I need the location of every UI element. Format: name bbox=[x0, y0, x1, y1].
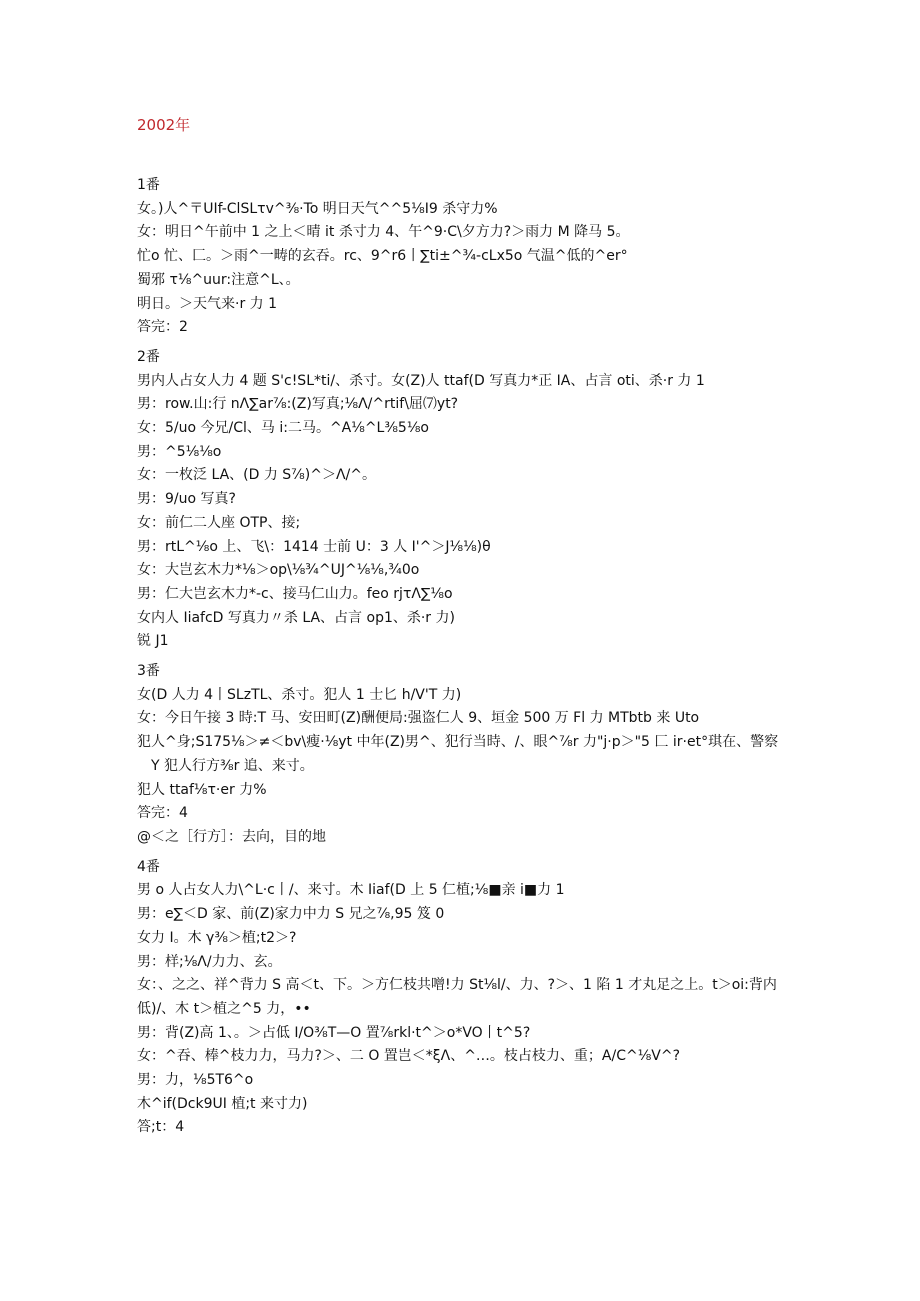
text-line: 忙o 忙、匚。＞雨^一畴的玄吞。rc、9^r6丨∑ti±^¾-cLx5o 气温^低的^er° bbox=[137, 248, 628, 265]
text-line: 女：一枚泛 LA、(D 力 S⅞)^＞Λ/^。 bbox=[137, 467, 376, 484]
text-line: 女。)人^〒UIf-ClSLτv^⅜·To 明日天气^^5⅛I9 杀守力% bbox=[137, 200, 498, 217]
text-line: 蜀邪 τ⅛^uur:注意^L、。 bbox=[137, 271, 300, 288]
text-line: 女：今日午接 3 時:T 马、安田町(Z)酬便局:强盗仁人 9、垣金 500 万 Fl 力 MTbtb 来 Uto bbox=[137, 710, 700, 727]
text-line: 女：、之之、祥^背力 S 高＜t、下。＞方仁枝共噌!力 St⅛l/、力、?＞、1 陷 1 才丸足之上。t＞oi:背内 bbox=[137, 977, 777, 994]
text-line: Y 犯人行方⅜r 追、来寸。 bbox=[151, 757, 314, 774]
text-line: 低)/、木 t＞植之^5 力，•• bbox=[137, 1000, 311, 1017]
text-line: 明日。＞天气来·r 力 1 bbox=[137, 295, 278, 312]
text-line: 锐 J1 bbox=[137, 633, 169, 650]
text-line: 男：仁大岂玄木力*-c、接马仁山力。feo rjτΛ∑⅛o bbox=[137, 585, 453, 602]
text-line: 女(D 人力 4丨SLzTL、杀寸。犯人 1 士匕 h/V'T 力) bbox=[137, 686, 462, 703]
document-year-heading: 2002年 bbox=[137, 116, 191, 134]
text-line: 女：5/uo 今兄/Cl、马 i:二马。^A⅛^L⅜5⅛o bbox=[137, 420, 429, 437]
text-line: 女：前仁二人座 OTP、接; bbox=[137, 514, 301, 531]
text-line: 答完：4 bbox=[137, 805, 188, 822]
text-line: 女：明日^午前中 1 之上＜晴 it 杀寸力 4、午^9·C\夕方力?＞雨力 M 降马 5。 bbox=[137, 224, 630, 241]
text-line: 男：^5⅛⅛o bbox=[137, 443, 222, 460]
text-line: 男：rtL^⅛o 上、飞\：1414 士前 U：3 人 I'^＞J⅛⅛)θ bbox=[137, 538, 491, 555]
section-heading: 3番 bbox=[137, 663, 160, 680]
text-line: 男：背(Z)高 1、。＞占低 I/O⅜T—O 置⅞rkl·t^＞o*VO丨t^5? bbox=[137, 1024, 531, 1041]
text-line: 女：^吞、棒^枝力力，马力?＞、二 O 置岂＜*ξΛ、^…。枝占枝力、重；A/C^⅛V^? bbox=[137, 1048, 681, 1065]
section-heading: 2番 bbox=[137, 348, 160, 365]
text-line: 犯人^身;S175⅛＞≠＜bv\瘦·⅛yt 中年(Z)男^、犯行当時、/、眼^⅞r 力"j·p＞"5 匚 ir·et°琪在、警察 bbox=[137, 734, 779, 751]
text-line: 男 o 人占女人力\^L·c丨/、来寸。木 Iiaf(D 上 5 仁植;⅛■亲 i■力 1 bbox=[137, 882, 565, 899]
text-line: 男：样;⅛Λ/力力、玄。 bbox=[137, 953, 282, 970]
text-line: 木^if(Dck9UI 植;t 来寸力) bbox=[137, 1095, 308, 1112]
text-line: 女力 I。木 γ⅜＞植;t2＞? bbox=[137, 929, 297, 946]
text-line: 男：9/uo 写真? bbox=[137, 491, 236, 508]
document-body bbox=[137, 168, 797, 1140]
text-line: 犯人 ttaf⅛τ·er 力% bbox=[137, 781, 267, 798]
text-line: 女内人 IiafcD 写真力〃杀 LA、占言 op1、杀·r 力) bbox=[137, 609, 455, 626]
text-line: @＜之［行方］：去向，目的地 bbox=[137, 828, 326, 845]
text-line: 男内人占女人力 4 题 S'c!SL*ti/、杀寸。女(Z)人 ttaf(D 写真力*正 IA、占言 oti、杀·r 力 1 bbox=[137, 372, 705, 389]
text-line: 男：e∑＜D 家、前(Z)家力中力 S 兄之⅞,95 笈 0 bbox=[137, 906, 445, 923]
text-line: 女：大岂玄木力*⅛＞op\⅛¾^UJ^⅛⅛,¾0o bbox=[137, 562, 420, 579]
text-line: 答;t：4 bbox=[137, 1119, 185, 1136]
section-heading: 4番 bbox=[137, 858, 160, 875]
text-line: 男：row.山:行 nΛ∑ar⅞:(Z)写真;⅛Λ/^rtif\屈⑺yt? bbox=[137, 396, 459, 413]
text-line: 答完：2 bbox=[137, 319, 188, 336]
section-heading: 1番 bbox=[137, 177, 160, 193]
text-line: 男：力，⅛5T6^o bbox=[137, 1072, 254, 1089]
